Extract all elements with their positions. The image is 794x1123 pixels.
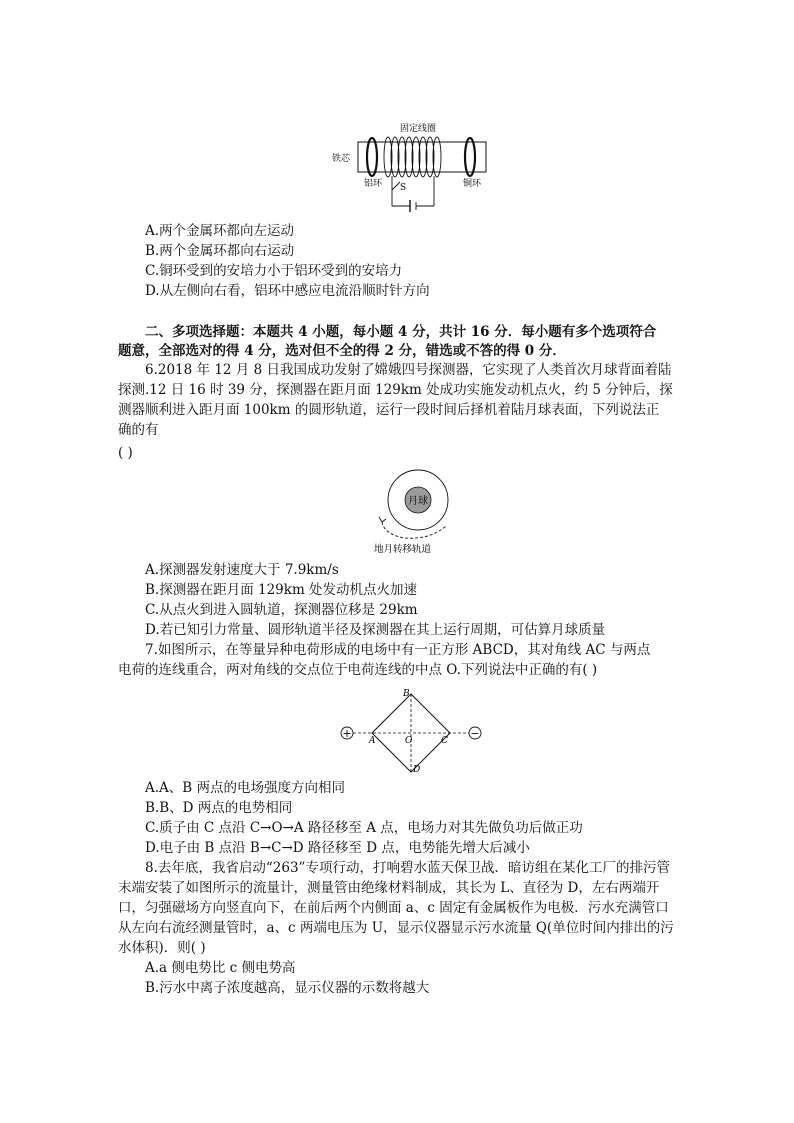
q7-stem-line1: 7.如图所示，在等量异种电荷形成的电场中有一正方形 ABCD，其对角线 AC 与两点: [145, 642, 651, 658]
point-o-label: O: [405, 736, 413, 746]
q6-option-a: A.探测器发射速度大于 7.9km/s: [145, 562, 339, 578]
moon-orbit-figure: [360, 468, 470, 558]
section2-heading-line2: 题意，全部选对的得 4 分，选对但不全的得 2 分，错选或不答的得 0 分．: [118, 343, 566, 359]
q7-option-d: D.电子由 B 点沿 B→C→D 路径移至 D 点，电势能先增大后减小: [145, 840, 530, 856]
core-label: 铁芯: [332, 154, 351, 164]
coil-label: 固定线圈: [400, 124, 437, 134]
q8-stem-line1: 8.去年底，我省启动“263”专项行动，打响碧水蓝天保卫战．暗访组在某化工厂的排污管: [145, 860, 670, 876]
point-b-label: B: [403, 689, 410, 699]
charge-square-figure: [335, 686, 485, 776]
q8-option-a: A.a 侧电势比 c 侧电势高: [145, 960, 296, 976]
q5-option-a: A.两个金属环都向左运动: [145, 223, 295, 239]
q7-option-a: A.A、B 两点的电场强度方向相同: [145, 780, 346, 796]
positive-charge-symbol: +: [342, 727, 352, 740]
q7-option-b: B.B、D 两点的电势相同: [145, 800, 293, 816]
q5-option-d: D.从左侧向右看，铝环中感应电流沿顺时针方向: [145, 283, 430, 299]
transfer-orbit-label: 地月转移轨道: [374, 544, 432, 555]
point-d-label: D: [413, 765, 421, 775]
q5-option-c: C.铜环受到的安培力小于铝环受到的安培力: [145, 263, 403, 279]
q8-stem-line4: 从左向右流经测量管时，a、c 两端电压为 U，显示仪器显示污水流量 Q(单位时间内排出的污: [118, 920, 674, 936]
q6-stem-line3: 测器顺利进入距月面 100km 的圆形轨道，运行一段时间后择机着陆月球表面，下列说法正: [118, 402, 660, 418]
q6-option-b: B.探测器在距月面 129km 处发动机点火加速: [145, 582, 418, 598]
copper-ring-label: 铜环: [463, 179, 482, 189]
q6-answer-blank: ( ): [118, 445, 133, 461]
negative-charge-symbol: −: [470, 727, 480, 740]
point-a-label: A: [369, 736, 376, 746]
q8-stem-line3: 口，匀强磁场方向竖直向下，在前后两个内侧面 a、c 固定有金属板作为电极．污水充满管口: [118, 900, 669, 916]
q8-option-b: B.污水中离子浓度越高，显示仪器的示数将越大: [145, 980, 430, 996]
q7-option-c: C.质子由 C 点沿 C→O→A 路径移至 A 点，电场力对其先做负功后做正功: [145, 820, 583, 836]
q7-stem-line2: 电荷的连线重合，两对角线的交点位于电荷连线的中点 O.下列说法中正确的有( ): [118, 662, 598, 678]
switch-label: S: [400, 183, 407, 193]
q6-stem-line2: 探测.12 日 16 时 39 分，探测器在距月面 129km 处成功实施发动机点火，约 5 分钟后，探: [118, 382, 673, 398]
q6-option-c: C.从点火到进入圆轨道，探测器位移是 29km: [145, 602, 418, 618]
section2-heading-line1: 二、多项选择题：本题共 4 小题，每小题 4 分，共计 16 分．每小题有多个选项符合: [145, 324, 657, 340]
coil-figure: [320, 118, 500, 218]
point-c-label: C: [441, 736, 448, 746]
moon-label: 月球: [408, 496, 428, 507]
aluminum-ring-label: 铝环: [364, 179, 383, 189]
q6-stem-line1: 6.2018 年 12 月 8 日我国成功发射了嫦娥四号探测器，它实现了人类首次月球背面着陆: [145, 362, 672, 378]
q8-stem-line2: 末端安装了如图所示的流量计，测量管由绝缘材料制成，其长为 L、直径为 D，左右两端开: [118, 880, 660, 896]
q5-option-b: B.两个金属环都向右运动: [145, 243, 295, 259]
q6-option-d: D.若已知引力常量、圆形轨道半径及探测器在其上运行周期，可估算月球质量: [145, 622, 606, 638]
q6-stem-line4: 确的有: [118, 422, 159, 438]
q8-stem-line5: 水体积)．则( ): [118, 940, 206, 956]
